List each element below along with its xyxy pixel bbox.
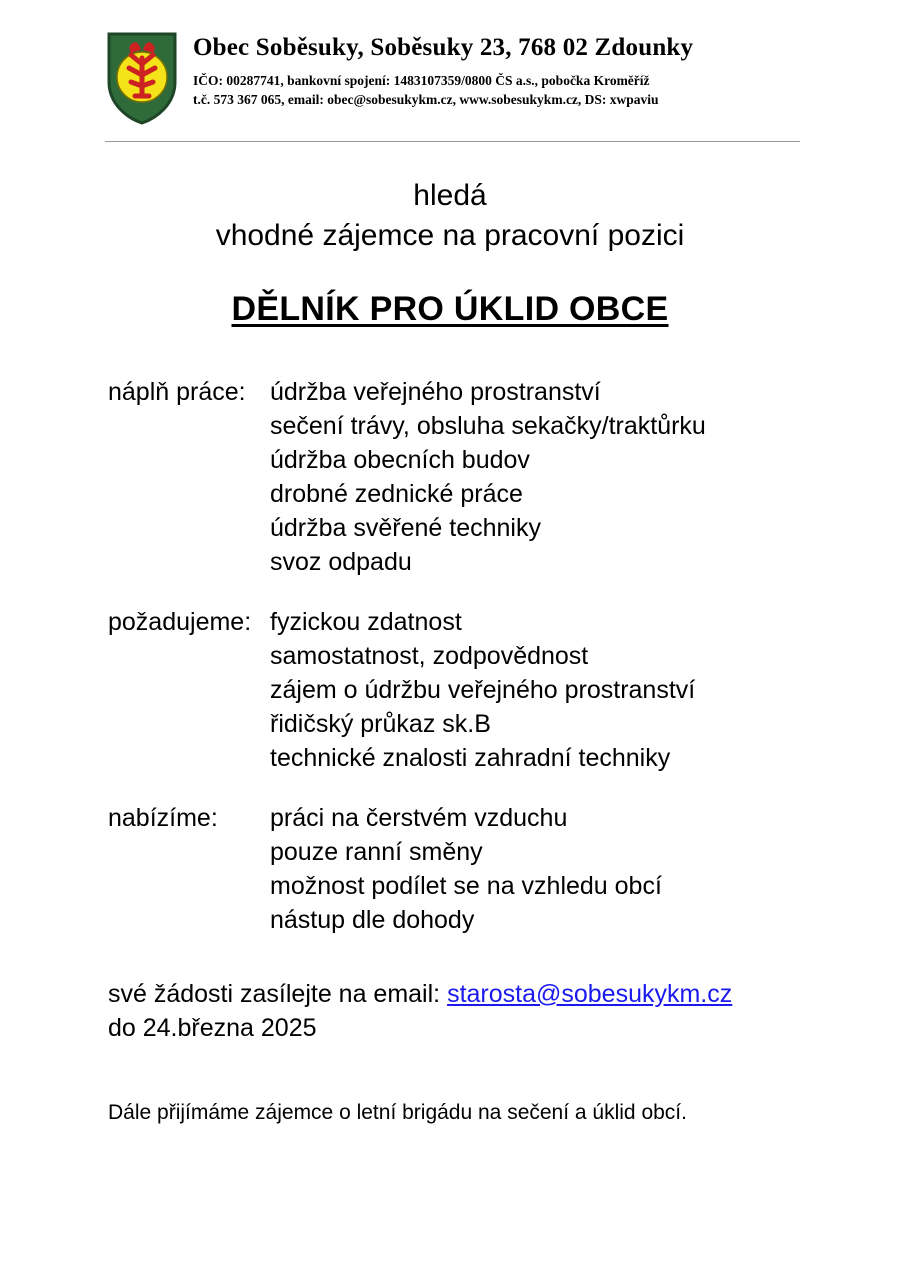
application-deadline: do 24.března 2025 xyxy=(108,1014,317,1043)
municipal-crest-icon xyxy=(105,30,179,131)
list-item: drobné zednické práce xyxy=(270,479,523,508)
list-item: zájem o údržbu veřejného prostranství xyxy=(270,675,696,704)
organization-contacts: t.č. 573 367 065, email: obec@sobesukykm.cz, www.sobesukykm.cz, DS: xwpaviu xyxy=(193,92,659,108)
application-instructions xyxy=(60,977,840,1012)
intro-line-2: vhodné zájemce na pracovní pozici xyxy=(215,218,685,252)
section-job-duties xyxy=(108,375,840,579)
section-items xyxy=(270,375,840,579)
list-item: pouze ranní směny xyxy=(270,837,483,866)
list-item: řidičský průkaz sk.B xyxy=(270,709,491,738)
organization-identifiers: IČO: 00287741, bankovní spojení: 1483107359/0800 ČS a.s., pobočka Kroměříž xyxy=(193,72,650,88)
header-divider xyxy=(105,141,800,142)
document-header xyxy=(60,28,840,131)
intro-line-1: hledá xyxy=(413,179,487,212)
job-details xyxy=(60,375,840,937)
list-item: údržba svěřené techniky xyxy=(270,513,541,542)
section-offer xyxy=(108,801,840,937)
list-item: možnost podílet se na vzhledu obcí xyxy=(270,871,662,900)
section-label: náplň práce: xyxy=(108,377,246,406)
section-label: nabízíme: xyxy=(108,803,218,832)
section-label: požadujeme: xyxy=(108,607,252,636)
additional-note: Dále přijímáme zájemce o letní brigádu na sečení a úklid obcí. xyxy=(108,1100,687,1124)
intro-block xyxy=(60,176,840,256)
list-item: technické znalosti zahradní techniky xyxy=(270,743,671,772)
section-requirements xyxy=(108,605,840,775)
header-text-block xyxy=(193,28,840,110)
section-items xyxy=(270,801,840,937)
organization-title: Obec Soběsuky, Soběsuky 23, 768 02 Zdounky xyxy=(193,34,694,61)
application-email-link[interactable]: starosta@sobesukykm.cz xyxy=(447,979,733,1008)
list-item: údržba obecních budov xyxy=(270,445,530,474)
list-item: samostatnost, zodpovědnost xyxy=(270,641,589,670)
list-item: svoz odpadu xyxy=(270,547,412,576)
apply-prefix: své žádosti zasílejte na email: xyxy=(108,979,448,1008)
list-item: fyzickou zdatnost xyxy=(270,607,462,636)
list-item: nástup dle dohody xyxy=(270,905,475,934)
section-items xyxy=(270,605,840,775)
job-title: DĚLNÍK PRO ÚKLID OBCE xyxy=(231,289,669,328)
list-item: práci na čerstvém vzduchu xyxy=(270,803,568,832)
list-item: údržba veřejného prostranství xyxy=(270,377,601,406)
list-item: sečení trávy, obsluha sekačky/traktůrku xyxy=(270,411,706,440)
